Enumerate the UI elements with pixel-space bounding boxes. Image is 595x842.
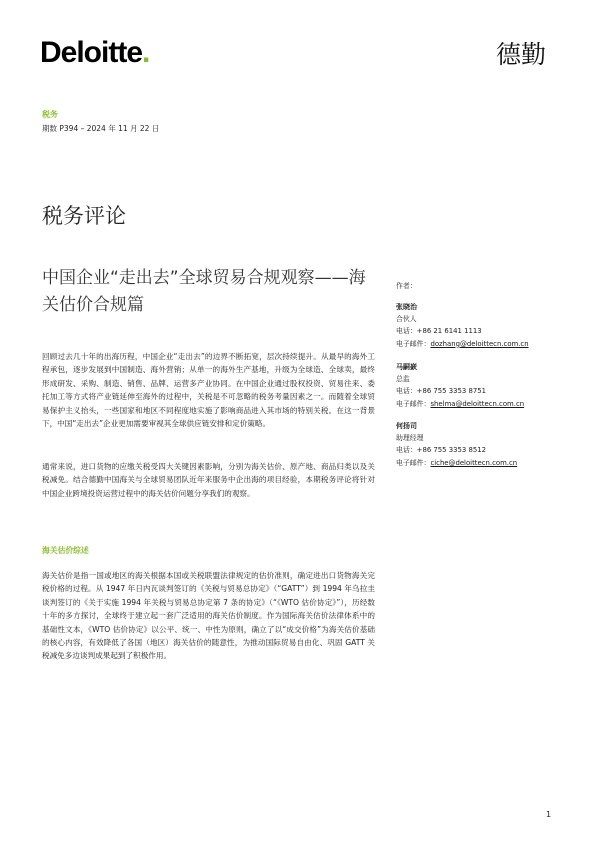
logo-text: Deloitte <box>40 36 143 69</box>
author-card <box>396 362 576 410</box>
author-card <box>396 302 576 350</box>
paragraph-factors: 通常来说，进口货物的应缴关税受四大关键因素影响，分别为海关估价、原产地、商品归类以及关税减免。结合德勤中国海关与全球贸易团队近年来服务中企出海的项目经验，本期税务评论将针对中国企业跨境投资运营过程中的海关估价问题分享我们的观察。 <box>42 462 375 498</box>
email-label: 电子邮件： <box>396 458 431 467</box>
deloitte-chinese-logo: 德勤 <box>496 40 547 69</box>
author-name: 马嗣嶔 <box>396 363 417 371</box>
email-label: 电子邮件： <box>396 399 431 408</box>
author-email-link[interactable]: ciche@deloittecn.com.cn <box>430 458 518 467</box>
author-title: 合伙人 <box>396 315 417 323</box>
section-title: 税务评论 <box>42 204 126 228</box>
author-title: 助理经理 <box>396 434 424 442</box>
author-card <box>396 421 576 469</box>
author-email-link[interactable]: dozhang@deloittecn.com.cn <box>430 339 529 348</box>
author-phone: 电话：+86 21 6141 1113 <box>396 327 482 336</box>
authors-label: 作者： <box>396 282 417 290</box>
category-label: 税务 <box>42 110 58 119</box>
author-email-link[interactable]: shelma@deloittecn.com.cn <box>430 399 525 408</box>
issue-date: 期数 P394 – 2024 年 11 月 22 日 <box>42 124 160 133</box>
author-title: 总监 <box>396 375 410 383</box>
author-phone: 电话：+86 755 3353 8751 <box>396 387 487 396</box>
email-label: 电子邮件： <box>396 339 431 348</box>
logo-dot: . <box>142 36 150 69</box>
authors-panel <box>396 302 566 492</box>
author-name: 何扬司 <box>396 422 417 430</box>
paragraph-valuation-overview: 海关估价是指一国或地区的海关根据本国或关税联盟法律规定的估价准则，确定进出口货物海关完税价格的过程。从 1947 年日内瓦谈判签订的《关税与贸易总协定》（“GATT”）到 1994 年乌拉圭谈判签订的《关于实施 1994 年关税与贸易总协定第 7 条的协定》（“《WTO 估价协定》”），历经数十年的多方探讨，全球终于建立起一套广泛适用的海关估价制度。作为国际海关估价法律体系中的基础性文本，《WTO 估价协定》以公平、统一、中性为原则，确立了以“成交价格”为海关估价基础的核心内容，有效降低了各国（地区）海关估价的随意性，为推动国际贸易自由化、巩固 GATT 关税减免多边谈判成果起到了积极作用。 <box>42 571 375 661</box>
subheading-customs-valuation: 海关估价综述 <box>42 546 89 555</box>
author-phone: 电话：+86 755 3353 8512 <box>396 446 487 455</box>
author-name: 张晓治 <box>396 303 417 311</box>
deloitte-logo <box>40 38 149 68</box>
page-number: 1 <box>546 810 552 819</box>
paragraph-intro: 回顾过去几十年的出海历程，中国企业“走出去”的边界不断拓宽，层次持续提升。从最早的海外工程承包，逐步发展到中国制造、海外营销；从单一的海外生产基地，升级为全球造、全球卖，最终形成研发、采购、制造、销售、品牌、运营多产业协同。在中国企业通过股权投资、贸易往来、委托加工等方式将产业链延伸至海外的过程中，关税是不可忽略的税务考量因素之一。而随着全球贸易保护主义抬头，一些国家和地区不同程度地实施了影响商品进入其市场的特别关税。在这一背景下，中国“走出去”企业更加需要审视其全球供应链安排和定价策略。 <box>42 352 375 429</box>
article-title: 中国企业“走出去”全球贸易合规观察——海关估价合规篇 <box>42 268 366 315</box>
